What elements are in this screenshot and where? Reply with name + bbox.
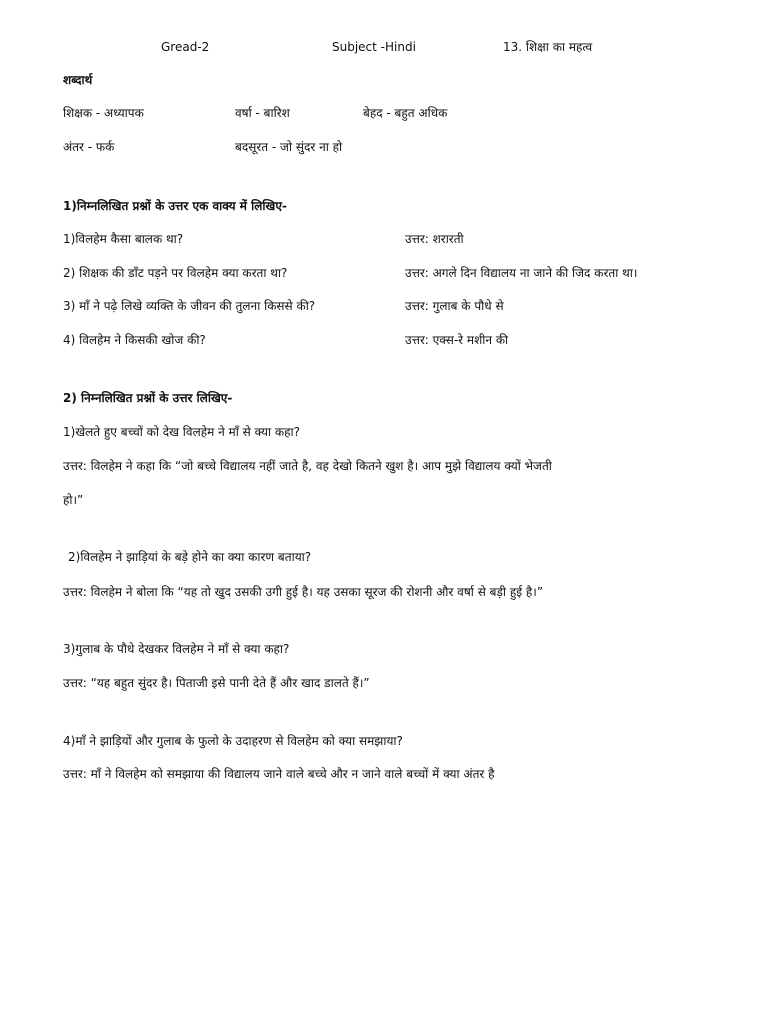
question: 2)विलहेम ने झाड़ियां के बड़े होने का क्या कारण बताया? <box>68 550 312 564</box>
vocabulary-item: शिक्षक - अध्यापक <box>63 106 144 120</box>
section2-heading: 2) निम्नलिखित प्रश्नों के उत्तर लिखिए- <box>63 391 233 405</box>
answer-continuation: हो।” <box>63 493 84 507</box>
vocabulary-item: अंतर - फर्क <box>63 140 115 154</box>
answer: उत्तर: “यह बहुत सुंदर है। पिताजी इसे पानी देते हैं और खाद डालते हैं।” <box>63 676 370 690</box>
answer: उत्तर: एक्स-रे मशीन की <box>405 333 509 347</box>
answer: उत्तर: शरारती <box>405 232 464 246</box>
vocabulary-heading: शब्दार्थ <box>63 73 93 87</box>
question: 1)खेलते हुए बच्चों को देख विलहेम ने माँ से क्या कहा? <box>63 425 300 439</box>
vocabulary-item: बदसूरत - जो सुंदर ना हो <box>235 140 343 154</box>
lesson-title: 13. शिक्षा का महत्व <box>503 40 593 54</box>
question: 3)गुलाब के पौधे देखकर विलहेम ने माँ से क्या कहा? <box>63 642 290 656</box>
answer: उत्तर: विलहेम ने बोला कि “यह तो खुद उसकी उगी हुई है। यह उसका सूरज की रोशनी और वर्षा से बड़ी हुई है।” <box>63 585 544 599</box>
question: 1)विलहेम कैसा बालक था? <box>63 232 184 246</box>
subject-label: Subject -Hindi <box>332 40 416 54</box>
answer: उत्तर: माँ ने विलहेम को समझाया की विद्यालय जाने वाले बच्चे और न जाने वाले बच्चों में क्या अंतर है <box>63 767 495 781</box>
vocabulary-item: वर्षा - बारिश <box>235 106 290 120</box>
grade-label: Gread-2 <box>161 40 210 54</box>
answer: उत्तर: विलहेम ने कहा कि “जो बच्चे विद्यालय नहीं जाते है, वह देखो कितने खुश है। आप मुझे विद्यालय क्यों भेजती <box>63 459 552 473</box>
question: 4)माँ ने झाड़ियों और गुलाब के फुलो के उदाहरण से विलहेम को क्या समझाया? <box>63 734 403 748</box>
question: 4) विलहेम ने किसकी खोज की? <box>63 333 206 347</box>
vocabulary-item: बेहद - बहुत अधिक <box>363 106 448 120</box>
section1-heading: 1)निम्नलिखित प्रश्नों के उत्तर एक वाक्य में लिखिए- <box>63 199 287 213</box>
question: 3) माँ ने पढ़े लिखे व्यक्ति के जीवन की तुलना किससे की? <box>63 299 316 313</box>
question: 2) शिक्षक की डाँट पड़ने पर विलहेम क्या करता था? <box>63 266 288 280</box>
answer: उत्तर: गुलाब के पौधे से <box>405 299 504 313</box>
answer: उत्तर: अगले दिन विद्यालय ना जाने की जिद करता था। <box>405 266 638 280</box>
